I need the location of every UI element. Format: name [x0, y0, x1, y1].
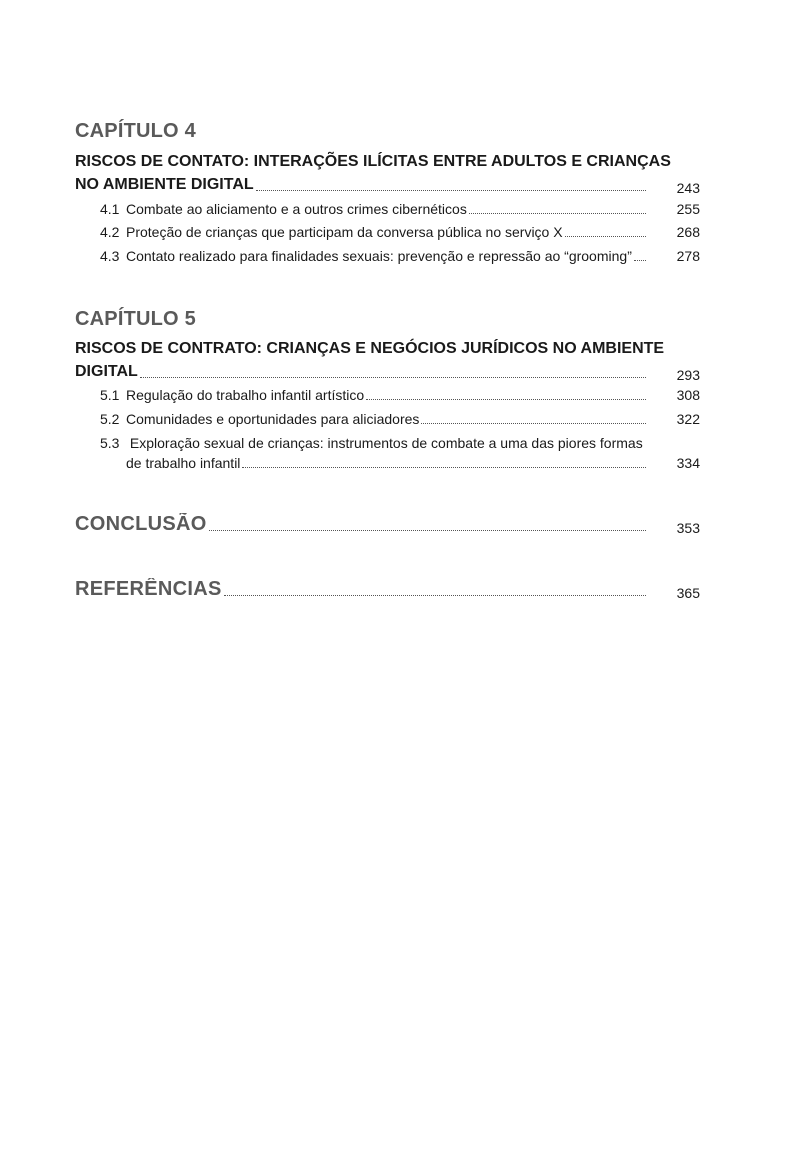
toc-entry-5-3[interactable] — [100, 433, 700, 473]
toc-entry-5-2[interactable] — [100, 409, 700, 429]
toc-entry-references[interactable] — [75, 578, 700, 601]
toc-entry-4-3[interactable] — [100, 246, 700, 266]
dot-leader — [366, 399, 646, 400]
chapter-5-title-line2: DIGITAL — [75, 363, 138, 380]
section-title: Contato realizado para finalidades sexuais: prevenção e repressão ao “grooming” — [126, 248, 632, 264]
section-number: 5.3 — [100, 435, 120, 451]
chapter-5-title-line1: RISCOS DE CONTRATO: CRIANÇAS E NEGÓCIOS JURÍDICOS NO AMBIENTE — [75, 340, 665, 357]
section-page-number: 322 — [676, 411, 700, 427]
dot-leader — [209, 530, 646, 531]
section-number: 4.3 — [100, 248, 120, 264]
section-page-number: 255 — [676, 201, 700, 217]
section-page-number: 268 — [676, 224, 700, 240]
dot-leader — [140, 377, 646, 378]
dot-leader — [242, 467, 646, 468]
section-title: Comunidades e oportunidades para aliciadores — [126, 411, 420, 427]
references-page-number: 365 — [676, 585, 700, 601]
chapter-4-title-line2: NO AMBIENTE DIGITAL — [75, 176, 254, 193]
section-number: 5.1 — [100, 387, 120, 403]
section-title: Regulação do trabalho infantil artístico — [126, 387, 365, 403]
chapter-4-page-number: 243 — [676, 180, 700, 196]
toc-entry-5-1[interactable] — [100, 385, 700, 405]
section-number: 4.1 — [100, 201, 120, 217]
section-title: Proteção de crianças que participam da conversa pública no serviço X — [126, 224, 563, 240]
dot-leader — [256, 190, 646, 191]
toc-entry-4-2[interactable] — [100, 222, 700, 242]
section-title-line1: Exploração sexual de crianças: instrumentos de combate a uma das piores formas — [129, 435, 643, 451]
chapter-5-page-number: 293 — [676, 367, 700, 383]
section-page-number: 278 — [676, 248, 700, 264]
section-number: 4.2 — [100, 224, 120, 240]
toc-entry-conclusion[interactable] — [75, 513, 700, 536]
dot-leader — [224, 595, 646, 596]
section-page-number: 334 — [676, 455, 700, 471]
section-number: 5.2 — [100, 411, 120, 427]
chapter-4-label: CAPÍTULO 4 — [75, 120, 196, 142]
section-title-line2: de trabalho infantil — [126, 455, 241, 471]
references-label: REFERÊNCIAS — [75, 578, 222, 600]
chapter-5-title-entry[interactable] — [75, 337, 700, 383]
conclusion-page-number: 353 — [676, 520, 700, 536]
dot-leader — [565, 236, 646, 237]
conclusion-label: CONCLUSÃO — [75, 513, 207, 535]
chapter-4-title-entry[interactable] — [75, 150, 700, 196]
toc-entry-4-1[interactable] — [100, 199, 700, 219]
dot-leader — [634, 260, 646, 261]
chapter-5-label: CAPÍTULO 5 — [75, 308, 196, 330]
chapter-4-title-line1: RISCOS DE CONTATO: INTERAÇÕES ILÍCITAS ENTRE ADULTOS E CRIANÇAS — [75, 153, 671, 170]
section-page-number: 308 — [676, 387, 700, 403]
dot-leader — [469, 213, 646, 214]
section-title: Combate ao aliciamento e a outros crimes cibernéticos — [126, 201, 467, 217]
dot-leader — [421, 423, 646, 424]
